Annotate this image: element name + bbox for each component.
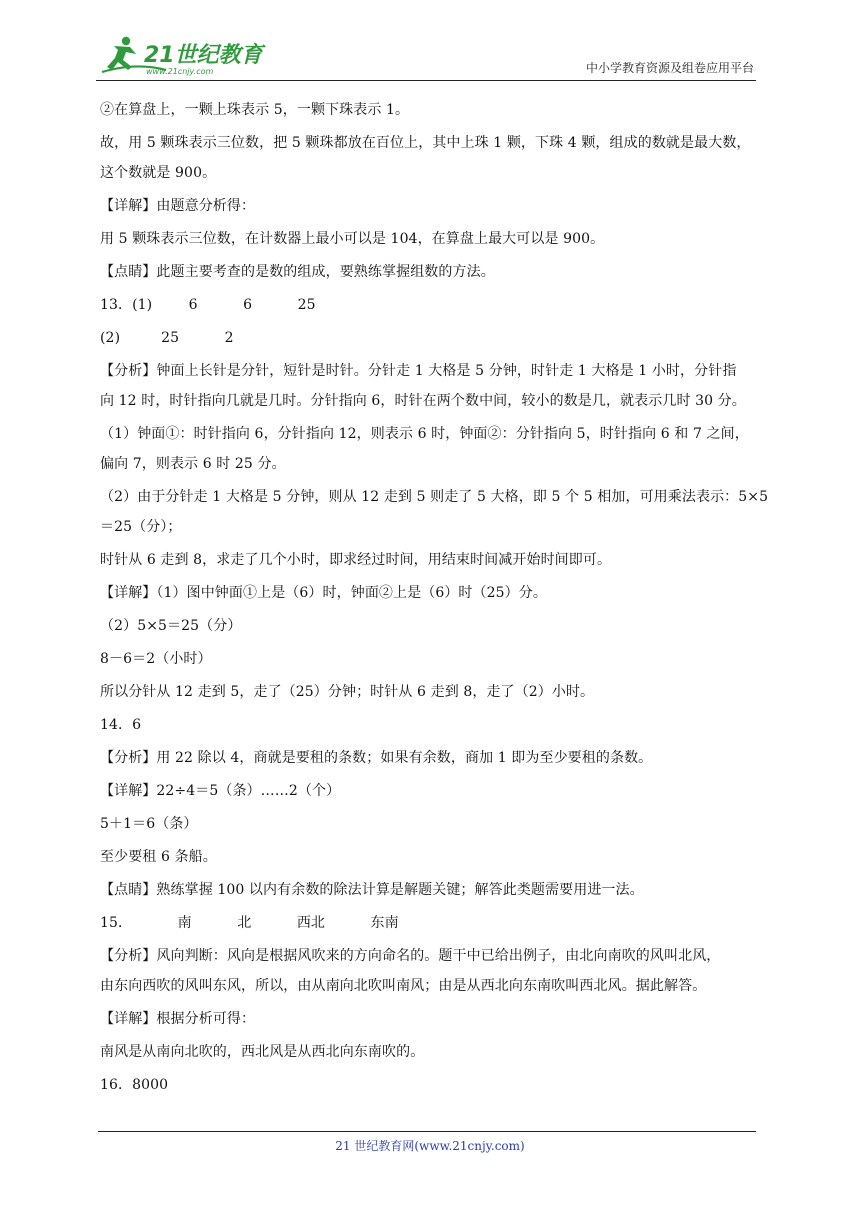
- logo-url-text: www.21cnjy.com: [146, 67, 214, 76]
- text-line: （2）5×5＝25（分）: [100, 618, 242, 634]
- text-line: （2）由于分针走 1 大格是 5 分钟，则从 12 走到 5 则走了 5 大格，即 5 个 5 相加，可用乘法表示：5×5: [100, 489, 769, 505]
- text-line: 至少要租 6 条船。: [100, 849, 217, 865]
- text-line: 这个数就是 900。: [100, 165, 217, 181]
- text-line: 向 12 时，时针指向几就是几时。分针指向 6，时针在两个数中间，较小的数是几，就表示几时 30 分。: [100, 393, 746, 409]
- page-header: [96, 30, 756, 81]
- text-line: 【详解】22÷4＝5（条）……2（个）: [100, 783, 341, 799]
- runner-logo-icon: [96, 32, 266, 78]
- site-logo: [96, 32, 266, 78]
- answer-14: 14．6: [100, 717, 142, 733]
- answer-16: 16．8000: [100, 1077, 169, 1093]
- text-line: 由东向西吹的风叫东风，所以，由从南向北吹叫南风；由是从西北向东南吹叫西北风。据此解答。: [100, 978, 707, 994]
- platform-name: 中小学教育资源及组卷应用平台: [585, 61, 754, 75]
- text-line: （1）钟面①：时针指向 6，分针指向 12，则表示 6 时，钟面②：分针指向 5，时针指向 6 和 7 之间，: [100, 426, 749, 442]
- text-line: 【分析】风向判断：风向是根据风吹来的方向命名的。题干中已给出例子，由北向南吹的风叫北风，: [100, 948, 721, 964]
- text-line: 时针从 6 走到 8，求走了几个小时，即求经过时间，用结束时间减开始时间即可。: [100, 552, 612, 568]
- answer-13-part-2: (2) 25 2: [100, 330, 234, 346]
- footer-divider: [98, 1131, 756, 1132]
- text-line: 【点睛】此题主要考查的是数的组成，要熟练掌握组数的方法。: [100, 264, 495, 280]
- answer-13-part-1: 13．(1) 6 6 25: [100, 297, 316, 313]
- text-line: 【详解】根据分析可得：: [100, 1011, 256, 1027]
- text-line: 所以分针从 12 走到 5，走了（25）分钟；时针从 6 走到 8，走了（2）小时。: [100, 684, 595, 700]
- text-line: 南风是从南向北吹的，西北风是从西北向东南吹的。: [100, 1044, 425, 1060]
- document-body: [100, 100, 769, 1108]
- text-line: ＝25（分）；: [100, 519, 182, 535]
- text-line: 【分析】用 22 除以 4，商就是要租的条数；如果有余数，商加 1 即为至少要租的条数。: [100, 750, 653, 766]
- text-line: 【点睛】熟练掌握 100 以内有余数的除法计算是解题关键；解答此类题需要用进一法。: [100, 882, 644, 898]
- text-line: 【详解】（1）图中钟面①上是（6）时，钟面②上是（6）时（25）分。: [100, 585, 547, 601]
- footer-site-link[interactable]: 21 世纪教育网(www.21cnjy.com): [335, 1139, 525, 1153]
- text-line: 5＋1＝6（条）: [100, 816, 198, 832]
- text-line: 偏向 7，则表示 6 时 25 分。: [100, 456, 286, 472]
- logo-text: 21世纪教育: [144, 43, 263, 68]
- text-line: 故，用 5 颗珠表示三位数，把 5 颗珠都放在百位上，其中上珠 1 颗，下珠 4 颗，组成的数就是最大数，: [100, 135, 751, 151]
- text-line: 【分析】钟面上长针是分针，短针是时针。分针走 1 大格是 5 分钟，时针走 1 大格是 1 小时，分针指: [100, 363, 737, 379]
- text-line: 用 5 颗珠表示三位数，在计数器上最小可以是 104，在算盘上最大可以是 900。: [100, 231, 605, 247]
- text-line: 8－6＝2（小时）: [100, 651, 212, 667]
- text-line: ②在算盘上，一颗上珠表示 5，一颗下珠表示 1。: [100, 102, 410, 118]
- answer-15: 15． 南 北 西北 东南: [100, 915, 399, 931]
- text-line: 【详解】由题意分析得：: [100, 198, 256, 214]
